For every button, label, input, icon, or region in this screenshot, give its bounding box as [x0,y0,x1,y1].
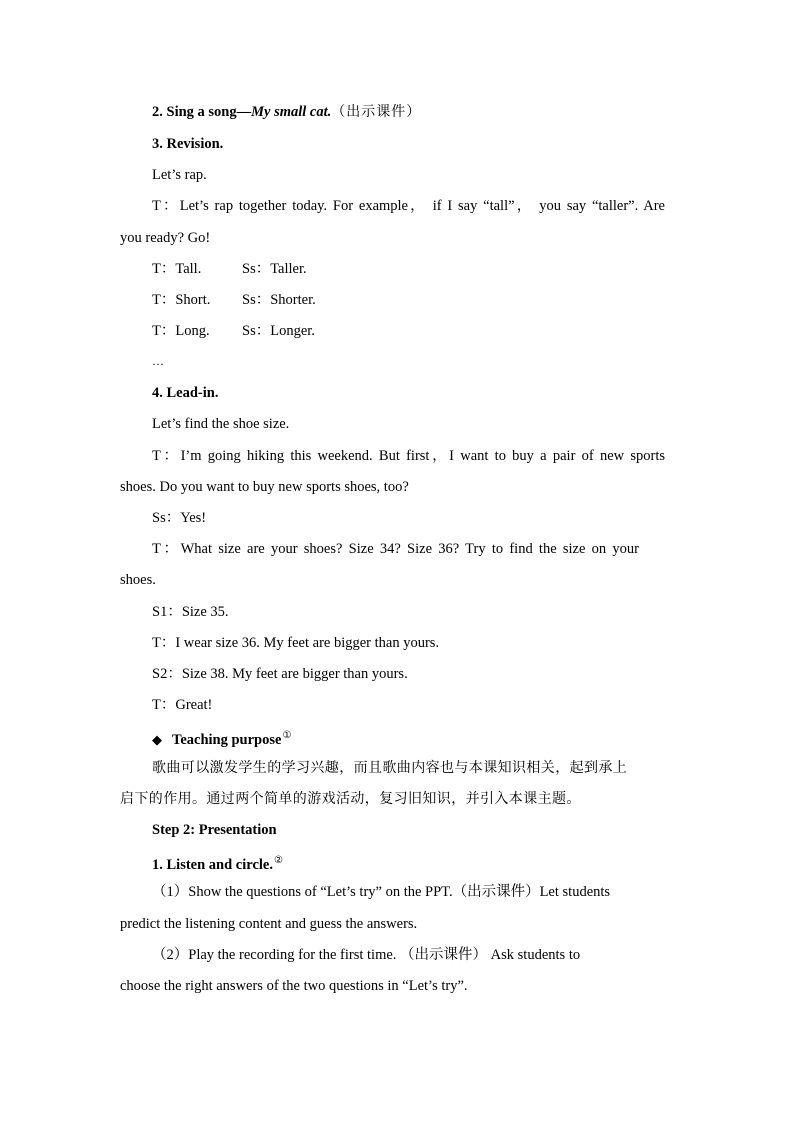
footnote-marker: ① [282,730,292,741]
rap-intro: Let’s rap. [152,167,207,183]
diamond-bullet-icon: ◆ [152,732,162,747]
step2-p1-line-1: （1）Show the questions of “Let’s try” on the PPT.（出示课件）Let students [152,884,611,900]
leadin-teacher-4: T：Great! [152,697,213,713]
purpose-cn-line-1: 歌曲可以激发学生的学习兴趣，而且歌曲内容也与本课知识相关，起到承上 [152,760,628,776]
leadin-student-2: S2：Size 38. My feet are bigger than yours. [152,666,408,682]
sing-song-number: 2. Sing a song— [152,104,252,120]
student-reply: Ss：Shorter. [242,292,316,308]
student-reply: Ss：Taller. [242,261,307,277]
rap-exchange-3 [152,322,315,340]
purpose-cn-line-2: 启下的作用。通过两个简单的游戏活动，复习旧知识，并引入本课主题。 [120,791,581,807]
leadin-student-1: S1：Size 35. [152,604,229,620]
teacher-cue: T：Long. [152,323,210,339]
teaching-purpose-title: Teaching purpose [172,732,282,748]
step2-p2-line-1: （2）Play the recording for the first time. （出示课件） Ask students to [152,947,581,963]
leadin-teacher-2-line-1: T：What size are your shoes? Size 34? Size 36? Try to find the size on your [152,541,639,557]
teacher-cue: T：Short. [152,292,211,308]
leadin-teacher-1-line-2: shoes. Do you want to buy new sports shoes, too? [120,479,409,495]
rap-exchange-1 [152,260,307,278]
leadin-heading: 4. Lead-in. [152,385,219,401]
listen-circle-heading [152,852,283,874]
leadin-teacher-2-line-2: shoes. [120,572,156,588]
teaching-purpose-heading [152,727,291,749]
ellipsis: … [152,354,164,368]
teacher-cue: T：Tall. [152,261,202,277]
student-reply: Ss：Longer. [242,323,315,339]
leadin-intro: Let’s find the shoe size. [152,416,290,432]
leadin-teacher-1-line-1: T：I’m going hiking this weekend. But first，I want to buy a pair of new sports [152,448,665,464]
step2-heading: Step 2: Presentation [152,822,277,838]
listen-circle-title: 1. Listen and circle. [152,857,273,873]
rap-teacher-line-2: you ready? Go! [120,230,211,246]
courseware-note: （出示课件） [331,104,422,120]
sing-song-line [152,103,421,121]
leadin-students-reply: Ss：Yes! [152,510,207,526]
rap-exchange-2 [152,291,316,309]
song-title: My small cat. [251,104,332,120]
step2-p2-line-2: choose the right answers of the two questions in “Let’s try”. [120,978,468,994]
step2-p1-line-2: predict the listening content and guess the answers. [120,916,418,932]
revision-heading: 3. Revision. [152,136,224,152]
footnote-marker: ② [273,855,283,866]
rap-teacher-line-1: T：Let’s rap together today. For example， if I say “tall”， you say “taller”. Are [152,198,665,214]
leadin-teacher-3: T：I wear size 36. My feet are bigger than yours. [152,635,440,651]
